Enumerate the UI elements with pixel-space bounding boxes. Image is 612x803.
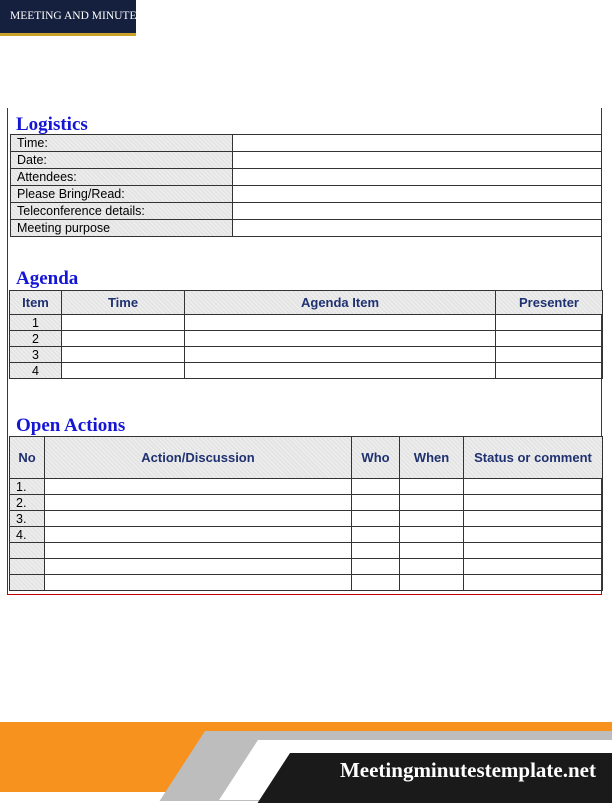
- action-status-cell[interactable]: [464, 575, 603, 591]
- action-number: [10, 559, 45, 575]
- agenda-item-number: 2: [10, 331, 62, 347]
- actions-header-status: Status or comment: [464, 437, 603, 479]
- logistics-label: Attendees:: [11, 169, 233, 186]
- action-discussion-cell[interactable]: [45, 575, 352, 591]
- action-when-cell[interactable]: [400, 511, 464, 527]
- agenda-header-item: Item: [10, 291, 62, 315]
- actions-header-discussion: Action/Discussion: [45, 437, 352, 479]
- open-actions-table: [9, 436, 603, 591]
- logistics-row: [11, 220, 602, 237]
- logistics-title: Logistics: [16, 114, 88, 135]
- action-when-cell[interactable]: [400, 575, 464, 591]
- action-status-cell[interactable]: [464, 495, 603, 511]
- agenda-presenter-cell[interactable]: [496, 315, 603, 331]
- logistics-table: [10, 134, 602, 237]
- action-status-cell[interactable]: [464, 527, 603, 543]
- actions-header-no: No: [10, 437, 45, 479]
- logistics-label: Date:: [11, 152, 233, 169]
- action-status-cell[interactable]: [464, 559, 603, 575]
- action-row: [10, 543, 603, 559]
- action-discussion-cell[interactable]: [45, 495, 352, 511]
- action-number: 4.: [10, 527, 45, 543]
- action-who-cell[interactable]: [352, 575, 400, 591]
- action-discussion-cell[interactable]: [45, 511, 352, 527]
- action-status-cell[interactable]: [464, 511, 603, 527]
- action-number: 2.: [10, 495, 45, 511]
- logistics-label: Teleconference details:: [11, 203, 233, 220]
- logistics-value-cell[interactable]: [233, 186, 602, 203]
- logistics-value-cell[interactable]: [233, 152, 602, 169]
- agenda-row: [10, 331, 603, 347]
- logistics-label: Time:: [11, 135, 233, 152]
- agenda-time-cell[interactable]: [62, 363, 185, 379]
- logistics-value-cell[interactable]: [233, 135, 602, 152]
- action-number: [10, 575, 45, 591]
- agenda-header-presenter: Presenter: [496, 291, 603, 315]
- action-discussion-cell[interactable]: [45, 543, 352, 559]
- agenda-presenter-cell[interactable]: [496, 331, 603, 347]
- agenda-presenter-cell[interactable]: [496, 347, 603, 363]
- agenda-row: [10, 347, 603, 363]
- agenda-row: [10, 315, 603, 331]
- action-row: [10, 559, 603, 575]
- action-number: 3.: [10, 511, 45, 527]
- action-when-cell[interactable]: [400, 527, 464, 543]
- footer-site-name: Meetingminutestemplate.net: [339, 758, 596, 782]
- agenda-header-row: [10, 291, 603, 315]
- action-row: [10, 495, 603, 511]
- agenda-item-number: 3: [10, 347, 62, 363]
- logistics-row: [11, 186, 602, 203]
- action-row: [10, 575, 603, 591]
- agenda-header-time: Time: [62, 291, 185, 315]
- action-who-cell[interactable]: [352, 527, 400, 543]
- agenda-item-number: 4: [10, 363, 62, 379]
- agenda-item-number: 1: [10, 315, 62, 331]
- agenda-item-cell[interactable]: [185, 315, 496, 331]
- logistics-row: [11, 152, 602, 169]
- open-actions-title: Open Actions: [16, 415, 126, 436]
- action-when-cell[interactable]: [400, 479, 464, 495]
- action-number: 1.: [10, 479, 45, 495]
- agenda-time-cell[interactable]: [62, 331, 185, 347]
- logistics-value-cell[interactable]: [233, 203, 602, 220]
- action-who-cell[interactable]: [352, 479, 400, 495]
- agenda-time-cell[interactable]: [62, 315, 185, 331]
- logistics-row: [11, 203, 602, 220]
- actions-header-row: [10, 437, 603, 479]
- agenda-table: [9, 290, 603, 379]
- action-who-cell[interactable]: [352, 543, 400, 559]
- action-row: [10, 479, 603, 495]
- action-row: [10, 511, 603, 527]
- action-status-cell[interactable]: [464, 543, 603, 559]
- agenda-row: [10, 363, 603, 379]
- title-banner: [0, 0, 143, 36]
- logistics-value-cell[interactable]: [233, 220, 602, 237]
- actions-header-who: Who: [352, 437, 400, 479]
- agenda-header-agenda-item: Agenda Item: [185, 291, 496, 315]
- logistics-value-cell[interactable]: [233, 169, 602, 186]
- action-who-cell[interactable]: [352, 559, 400, 575]
- action-who-cell[interactable]: [352, 511, 400, 527]
- action-when-cell[interactable]: [400, 495, 464, 511]
- logistics-row: [11, 135, 602, 152]
- banner-text: MEETING AND MINUTES: [10, 10, 143, 22]
- agenda-time-cell[interactable]: [62, 347, 185, 363]
- action-when-cell[interactable]: [400, 559, 464, 575]
- action-when-cell[interactable]: [400, 543, 464, 559]
- action-status-cell[interactable]: [464, 479, 603, 495]
- logistics-label: Please Bring/Read:: [11, 186, 233, 203]
- action-discussion-cell[interactable]: [45, 479, 352, 495]
- logistics-label: Meeting purpose: [11, 220, 233, 237]
- agenda-item-cell[interactable]: [185, 363, 496, 379]
- action-who-cell[interactable]: [352, 495, 400, 511]
- logistics-row: [11, 169, 602, 186]
- agenda-title: Agenda: [16, 268, 79, 289]
- action-row: [10, 527, 603, 543]
- actions-header-when: When: [400, 437, 464, 479]
- action-discussion-cell[interactable]: [45, 527, 352, 543]
- action-number: [10, 543, 45, 559]
- document-body: [7, 108, 602, 595]
- agenda-item-cell[interactable]: [185, 347, 496, 363]
- agenda-presenter-cell[interactable]: [496, 363, 603, 379]
- action-discussion-cell[interactable]: [45, 559, 352, 575]
- agenda-item-cell[interactable]: [185, 331, 496, 347]
